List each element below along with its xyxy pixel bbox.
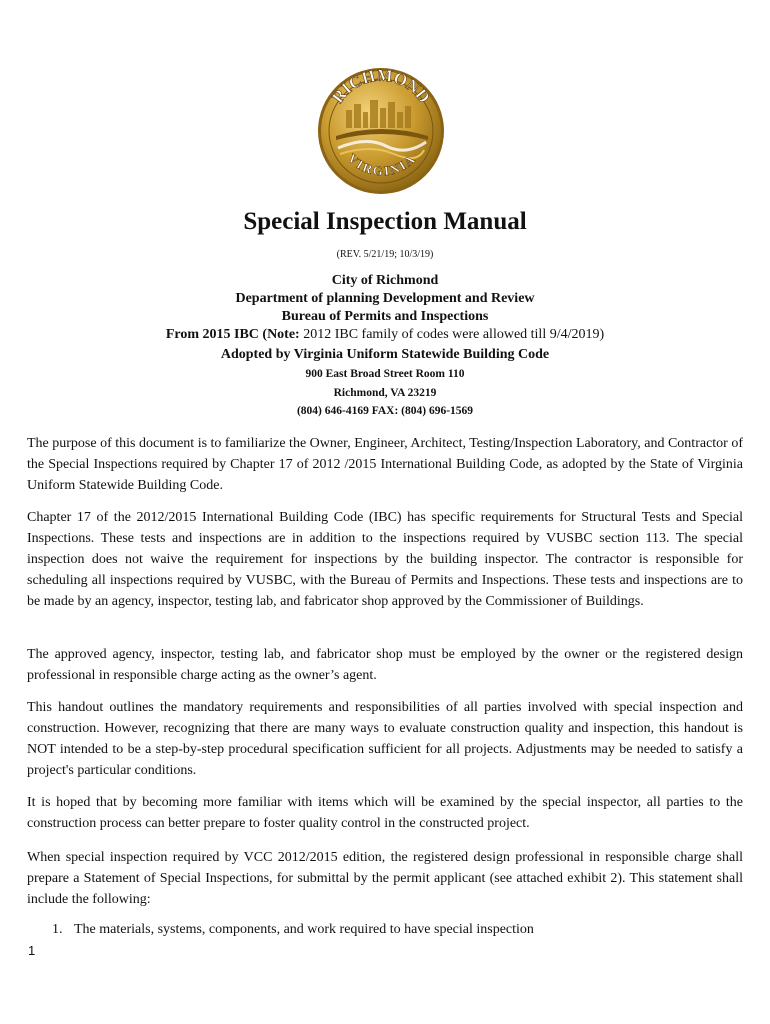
code-note-text: 2012 IBC family of codes were allowed till 9/4/2019): [299, 327, 605, 342]
code-prefix: From 2015 IBC (: [165, 327, 268, 342]
list-item-number: 1.: [52, 922, 63, 937]
logo-bottom-text: VIRGINIA: [344, 150, 420, 179]
logo-top-text: RICHMOND: [328, 66, 434, 107]
document-title: Special Inspection Manual: [243, 208, 527, 235]
bureau-name: Bureau of Permits and Inspections: [281, 309, 489, 324]
phone-fax: (804) 646-4169 FAX: (804) 696-1569: [296, 405, 474, 417]
list-item: [52, 922, 534, 938]
adopted-by: Adopted by Virginia Uniform Statewide Building Code: [220, 347, 550, 362]
city-name: City of Richmond: [331, 273, 439, 288]
paragraph-approved-agency: The approved agency, inspector, testing lab, and fabricator shop must be employed by the owner or the registered design professional in responsible charge acting as the owner’s agent.: [27, 647, 743, 683]
paragraph-hoped: It is hoped that by becoming more familiar with items which will be examined by the special inspector, all parties to the construction process can better prepare to foster quality control in the constructed project.: [27, 795, 743, 831]
address-city: Richmond, VA 23219: [333, 387, 437, 399]
richmond-virginia-seal-logo: [316, 66, 446, 196]
code-note-label: Note:: [267, 327, 300, 342]
paragraph-handout: This handout outlines the mandatory requirements and responsibilities of all parties involved with special inspection and construction. However, recognizing that there are many ways to evaluate construction quality and inspection, this handout is NOT intended to be a step-by-step procedural specification sufficient for all projects. Adjustments may be needed to satisfy a project's particular conditions.: [27, 700, 743, 778]
paragraph-purpose: The purpose of this document is to familiarize the Owner, Engineer, Architect, Testing/Inspection Laboratory, and Contractor of the Special Inspections required by Chapter 17 of 2012 /2015 International Building Code, as adopted by the State of Virginia Uniform Statewide Building Code.: [27, 436, 743, 493]
address-street: 900 East Broad Street Room 110: [305, 368, 465, 380]
paragraph-chapter17: Chapter 17 of the 2012/2015 International Building Code (IBC) has specific requirements for Structural Tests and Special Inspections. These tests and inspections are in addition to the inspections required by VUSBC section 113. The special inspection does not waive the requirement for inspections by the building inspector. The contractor is responsible for scheduling all inspections required by VUSBC, with the Bureau of Permits and Inspections. These tests and inspections are to be made by an agency, inspector, testing lab, and fabricator shop approved by the Commissioner of Buildings.: [27, 510, 743, 609]
revision-date: (REV. 5/21/19; 10/3/19): [336, 249, 434, 260]
code-edition-line: [0, 326, 770, 344]
page-number: 1: [28, 943, 36, 958]
department-name: Department of planning Development and Review: [235, 291, 535, 306]
paragraph-statement: When special inspection required by VCC 2012/2015 edition, the registered design professional in responsible charge shall prepare a Statement of Special Inspections, for submittal by the permit applicant (see attached exhibit 2). This statement shall include the following:: [27, 850, 743, 907]
list-item-text: The materials, systems, components, and work required to have special inspection: [74, 922, 534, 937]
